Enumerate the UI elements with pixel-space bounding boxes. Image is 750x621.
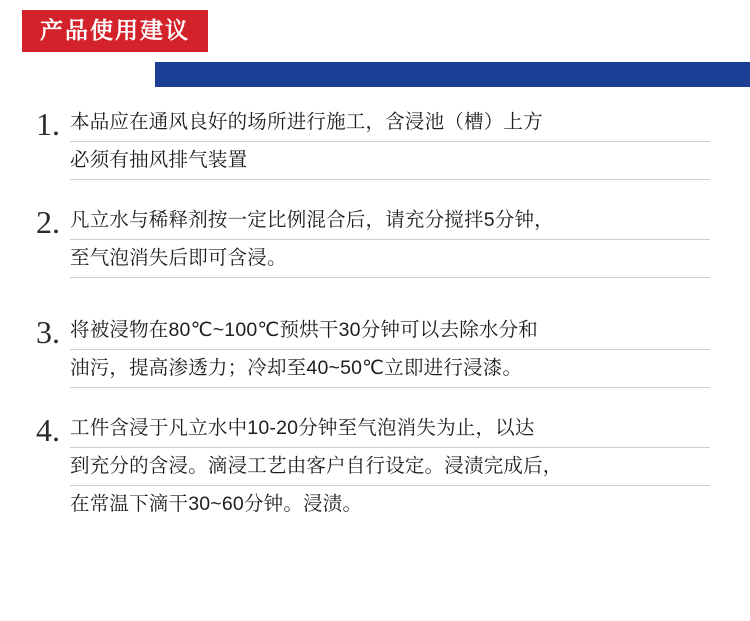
list-item (0, 202, 750, 278)
header-blue-bar (155, 62, 750, 87)
list-item-line: 到充分的含浸。滴浸工艺由客户自行设定。浸渍完成后， (70, 448, 710, 486)
list-item-line: 至气泡消失后即可含浸。 (70, 240, 710, 278)
list-item (0, 104, 750, 180)
list-item-line: 凡立水与稀释剂按一定比例混合后，请充分搅拌5分钟， (70, 202, 710, 240)
page-title: 产品使用建议 (22, 10, 208, 52)
list-item-number: 1. (36, 106, 60, 142)
list-item-text (70, 104, 750, 180)
section-gap (0, 300, 750, 312)
list-item-text (70, 202, 750, 278)
list-item-line: 必须有抽风排气装置 (70, 142, 710, 180)
list-item-text (70, 312, 750, 388)
list-item-line: 在常温下滴干30~60分钟。浸渍。 (70, 493, 363, 515)
list-item-number: 3. (36, 314, 60, 350)
page-header (0, 0, 750, 90)
list-item-line: 油污，提高渗透力；冷却至40~50℃立即进行浸漆。 (70, 350, 710, 388)
list-item-number: 2. (36, 204, 60, 240)
list-item-number: 4. (36, 412, 60, 448)
list-item-line: 工件含浸于凡立水中10-20分钟至气泡消失为止，以达 (70, 410, 710, 448)
list-item (0, 312, 750, 388)
list-item-line: 本品应在通风良好的场所进行施工，含浸池（槽）上方 (70, 104, 710, 142)
suggestion-list (0, 104, 750, 545)
list-item-line: 将被浸物在80℃~100℃预烘干30分钟可以去除水分和 (70, 312, 710, 350)
list-item (0, 410, 750, 523)
list-item-text (70, 410, 750, 523)
